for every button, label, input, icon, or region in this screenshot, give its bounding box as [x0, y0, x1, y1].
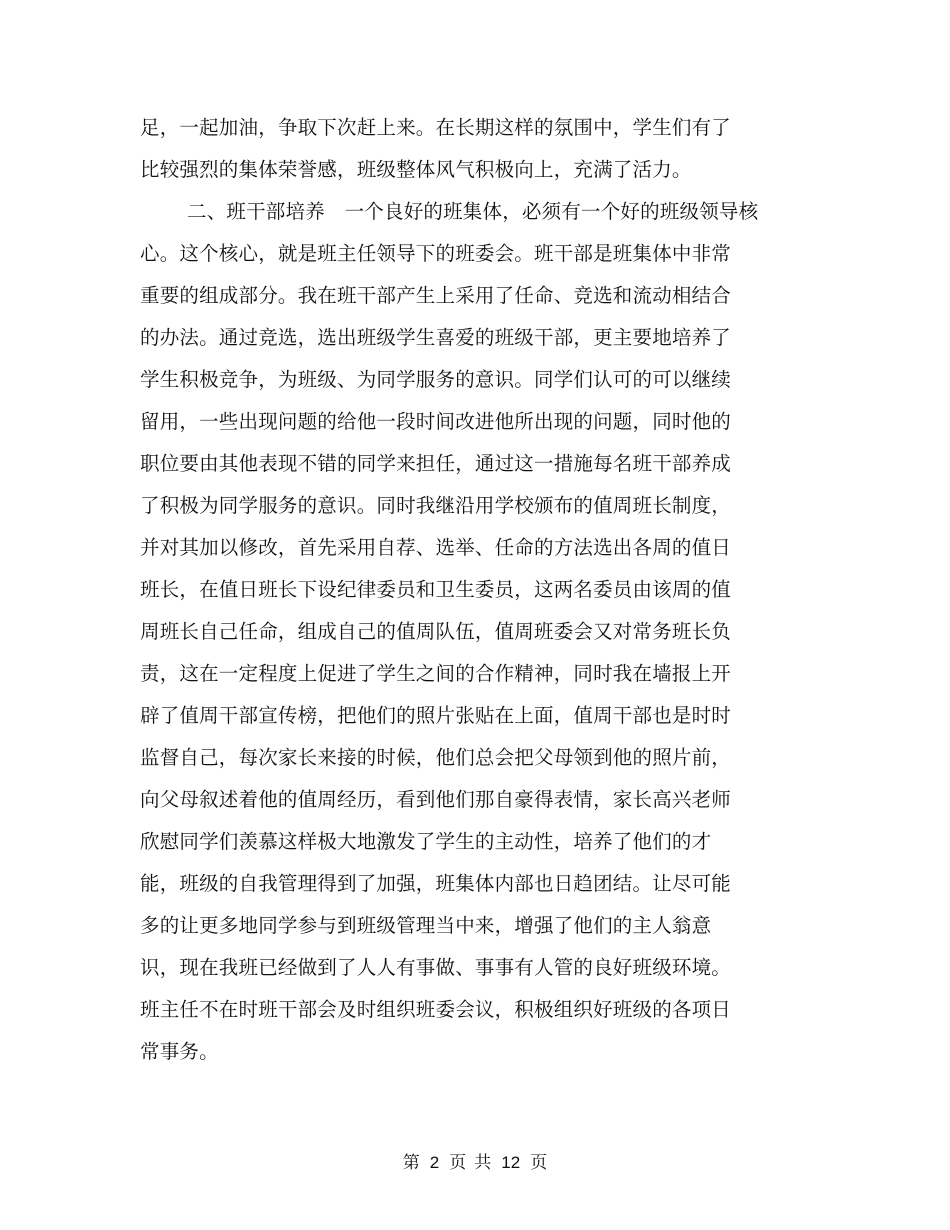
footer-prefix: 第 [402, 1153, 420, 1173]
footer-page-word: 页 [449, 1153, 467, 1173]
text-line: 并对其加以修改，首先采用自荐、选举、任命的方法选出各周的值日 [140, 536, 732, 559]
text-line: 能，班级的自我管理得到了加强，班集体内部也日趋团结。让尽可能 [140, 872, 732, 895]
text-line: 常事务。 [140, 1040, 219, 1063]
text-line: 责，这在一定程度上促进了学生之间的合作精神，同时我在墙报上开 [140, 662, 732, 685]
total-pages-number: 12 [501, 1153, 521, 1172]
text-line: 辟了值周干部宣传榜，把他们的照片张贴在上面，值周干部也是时时 [140, 704, 732, 727]
text-line: 的办法。通过竞选，选出班级学生喜爱的班级干部，更主要地培养了 [140, 326, 732, 349]
text-line: 识，现在我班已经做到了人人有事做、事事有人管的良好班级环境。 [140, 956, 732, 979]
text-line: 职位要由其他表现不错的同学来担任，通过这一措施每名班干部养成 [140, 452, 732, 475]
text-line: 重要的组成部分。我在班干部产生上采用了任命、竞选和流动相结合 [140, 284, 732, 307]
text-line: 比较强烈的集体荣誉感，班级整体风气积极向上，充满了活力。 [140, 158, 692, 181]
text-line: 班主任不在时班干部会及时组织班委会议，积极组织好班级的各项日 [140, 998, 732, 1021]
page-footer [0, 1150, 950, 1176]
text-line: 学生积极竞争，为班级、为同学服务的意识。同学们认可的可以继续 [140, 368, 732, 391]
text-line: 欣慰同学们羡慕这样极大地激发了学生的主动性，培养了他们的才 [140, 830, 712, 853]
text-line: 了积极为同学服务的意识。同时我继沿用学校颁布的值周班长制度， [140, 494, 732, 517]
text-line: 留用，一些出现问题的给他一段时间改进他所出现的问题，同时他的 [140, 410, 732, 433]
text-line: 周班长自己任命，组成自己的值周队伍，值周班委会又对常务班长负 [140, 620, 732, 643]
text-line: 监督自己，每次家长来接的时候，他们总会把父母领到他的照片前， [140, 746, 732, 769]
text-line: 班长，在值日班长下设纪律委员和卫生委员，这两名委员由该周的值 [140, 578, 732, 601]
text-line: 二、班干部培养 一个良好的班集体，必须有一个好的班级领导核 [187, 200, 759, 223]
text-line: 多的让更多地同学参与到班级管理当中来，增强了他们的主人翁意 [140, 914, 712, 937]
footer-total-word: 共 [474, 1153, 492, 1173]
current-page-number: 2 [429, 1153, 440, 1172]
text-line: 向父母叙述着他的值周经历，看到他们那自豪得表情，家长高兴老师 [140, 788, 732, 811]
text-line: 心。这个核心，就是班主任领导下的班委会。班干部是班集体中非常 [140, 242, 732, 265]
footer-suffix: 页 [530, 1153, 548, 1173]
text-line: 足，一起加油，争取下次赶上来。在长期这样的氛围中，学生们有了 [140, 116, 732, 139]
